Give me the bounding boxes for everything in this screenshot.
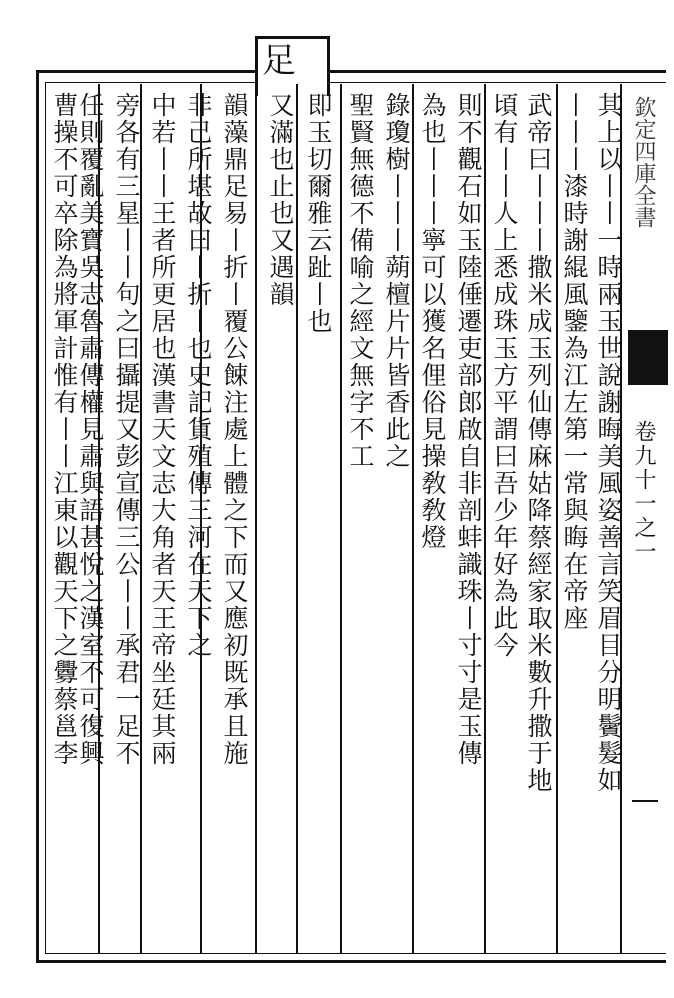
text-column-14: 旁各有三星丨丨句之曰攝提又彭宣傳三公丨丨承君一足不 (112, 92, 141, 767)
text-column-12: 非己所堪故曰丨折丨也史記貨殖傳三河在天下之 (184, 92, 213, 659)
text-column-4: 頃有丨丨人上悉成珠玉方平謂曰吾少年好為此今 (490, 92, 519, 659)
text-column-16: 曹操不可卒除為將軍計惟有丨丨江東以觀天下之釁蔡邕李 (50, 92, 79, 767)
page-number-mark (632, 800, 658, 802)
fishtail-mark (628, 330, 668, 385)
margin-title: 欽定四庫全書 (631, 96, 656, 228)
text-column-11: 韻藻鼎足易丨折丨覆公餗注處上體之下而又應初既承且施 (220, 92, 249, 767)
volume-label: 卷九十一之一 (631, 420, 656, 564)
text-column-7: 錄瓊樹丨丨丨蒴檀片片皆香此之 (382, 92, 411, 470)
text-column-2: 丨丨丨漆時謝緄風鑒為江左第一常與晦在帝座 (560, 92, 589, 632)
text-column-10: 又滿也止也又遇韻 (266, 92, 295, 308)
text-column-3: 武帝曰丨丨丨撒米成玉列仙傳麻姑降蔡經家取米數升撒于地 (524, 92, 553, 794)
section-tab-char: 足 (262, 41, 296, 81)
text-column-15: 任則覆亂美寶吳志魯肅傳權見肅與語甚悅之漢室不可復興 (76, 92, 105, 767)
column-rule (255, 84, 257, 954)
text-column-1: 其上以丨丨一時兩玉世說謝晦美風姿善言笑眉目分明鬢髮如 (594, 92, 623, 794)
text-column-6: 為也丨丨丨寧可以獲名俚俗見操敎敎燈 (418, 92, 447, 551)
text-column-9: 即玉切爾雅云趾丨也 (304, 92, 333, 335)
text-column-13: 中若丨丨王者所更居也漢書天文志大角者天王帝坐廷其兩 (148, 92, 177, 767)
text-column-8: 聖賢無德不備喻之經文無字不工 (346, 92, 375, 470)
text-column-5: 則不觀石如玉陸倕遷吏部郎啟自非剖蚌識珠丨寸寸是玉傳 (454, 92, 483, 767)
